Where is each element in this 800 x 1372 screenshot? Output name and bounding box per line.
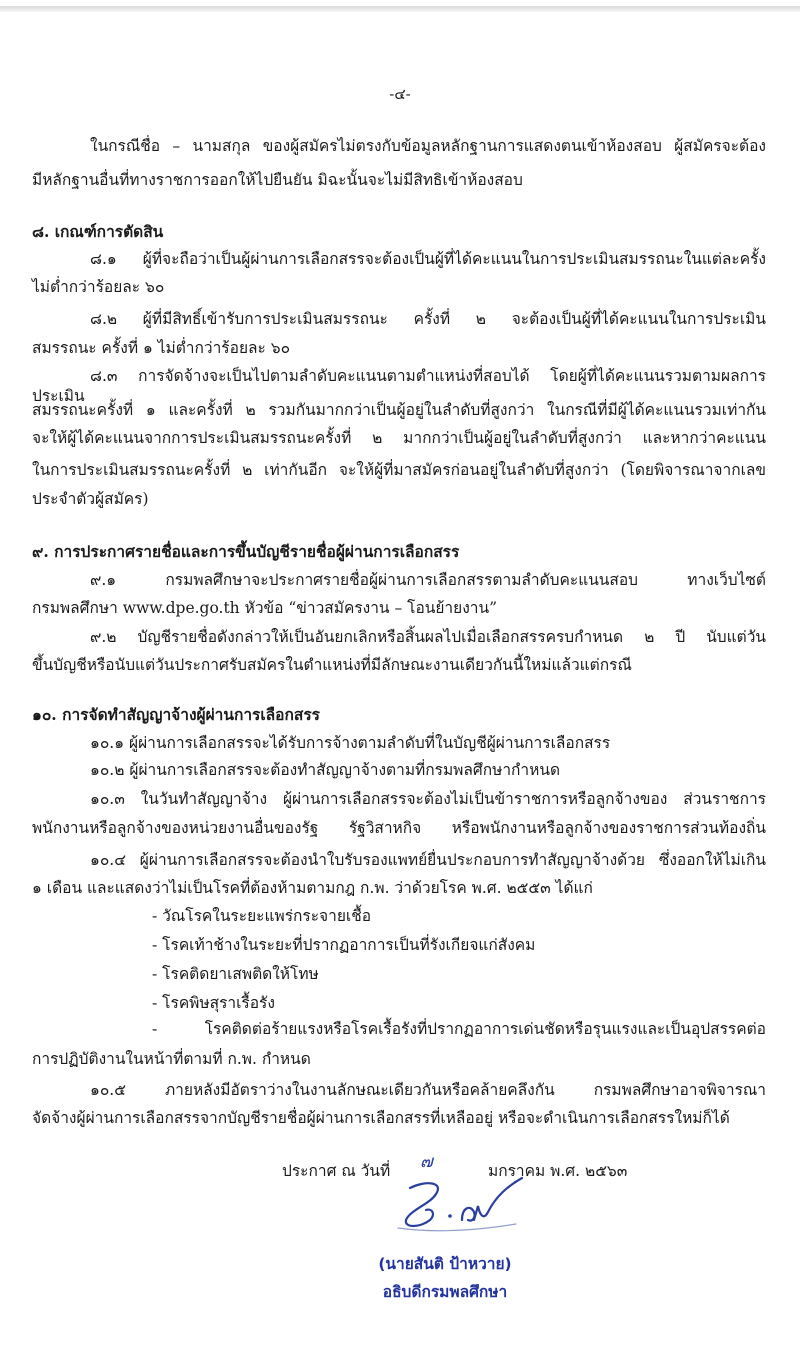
section-8-heading: ๘. เกณฑ์การตัดสิน — [32, 222, 164, 241]
clause-8-1-cont: ไม่ต่ำกว่าร้อยละ ๖๐ — [32, 278, 165, 296]
clause-10-4: ๑๐.๔ ผู้ผ่านการเลือกสรรจะต้องนำใบรับรองแพทย์ยื่นประกอบการทำสัญญาจ้างด้วย ซึ่งออกให้ไม่เกิน — [90, 851, 766, 869]
disease-list-item-cont: การปฏิบัติงานในหน้าที่ตามที่ ก.พ. กำหนด — [32, 1050, 311, 1068]
section-10-heading: ๑๐. การจัดทำสัญญาจ้างผู้ผ่านการเลือกสรร — [32, 705, 320, 724]
scan-edge — [0, 6, 800, 12]
signature-image — [396, 1176, 526, 1236]
disease-list-item: - โรคเท้าช้างในระยะที่ปรากฏอาการเป็นที่รังเกียจแก่สังคม — [152, 936, 536, 954]
intro-line: ในกรณีชื่อ – นามสกุล ของผู้สมัครไม่ตรงกับข้อมูลหลักฐานการแสดงตนเข้าห้องสอบ ผู้สมัครจะต้อง — [90, 137, 766, 155]
disease-list-item: - โรคติดยาเสพติดให้โทษ — [152, 965, 319, 983]
clause-10-5-cont: จัดจ้างผู้ผ่านการเลือกสรรจากบัญชีรายชื่อผู้ผ่านการเลือกสรรที่เหลืออยู่ หรือจะดำเนินการเลือกสรรใหม่ก็ได้ — [32, 1109, 730, 1127]
clause-8-3-cont: ประจำตัวผู้สมัคร) — [32, 490, 149, 508]
announce-day: ๗ — [420, 1152, 433, 1172]
signer-name: (นายสันติ ป้าหวาย) — [378, 1255, 512, 1273]
clause-10-1: ๑๐.๑ ผู้ผ่านการเลือกสรรจะได้รับการจ้างตามลำดับที่ในบัญชีผู้ผ่านการเลือกสรร — [90, 734, 611, 752]
clause-8-3-cont: สมรรถนะครั้งที่ ๑ และครั้งที่ ๒ รวมกันมากกว่าเป็นผู้อยู่ในลำดับที่สูงกว่า ในกรณีที่มีผู้ได้คะแนนรวมเท่ากัน — [32, 401, 766, 419]
clause-10-2: ๑๐.๒ ผู้ผ่านการเลือกสรรจะต้องทำสัญญาจ้างตามที่กรมพลศึกษากำหนด — [90, 761, 561, 779]
clause-8-2: ๘.๒ ผู้ที่มีสิทธิ์เข้ารับการประเมินสมรรถนะ ครั้งที่ ๒ จะต้องเป็นผู้ที่ได้คะแนนในการประเมิน — [90, 310, 766, 328]
clause-8-2-cont: สมรรถนะ ครั้งที่ ๑ ไม่ต่ำกว่าร้อยละ ๖๐ — [32, 339, 291, 357]
clause-8-3-cont: จะให้ผู้ได้คะแนนจากการประเมินสมรรถนะครั้งที่ ๒ มากกว่าเป็นผู้อยู่ในลำดับที่สูงกว่า และหากว่าคะแนน — [32, 429, 766, 447]
clause-8-3: ๘.๓ การจัดจ้างจะเป็นไปตามลำดับคะแนนตามตำแหน่งที่สอบได้ โดยผู้ที่ได้คะแนนรวมตามผลการประเมิน — [32, 367, 766, 405]
intro-line: มีหลักฐานอื่นที่ทางราชการออกให้ไปยืนยัน มิฉะนั้นจะไม่มีสิทธิเข้าห้องสอบ — [32, 171, 523, 189]
signer-title: อธิบดีกรมพลศึกษา — [382, 1283, 508, 1301]
announce-suffix: มกราคม พ.ศ. ๒๕๖๓ — [488, 1162, 628, 1180]
clause-10-4-cont: ๑ เดือน และแสดงว่าไม่เป็นโรคที่ต้องห้ามตามกฎ ก.พ. ว่าด้วยโรค พ.ศ. ๒๕๕๓ ได้แก่ — [32, 879, 593, 897]
clause-8-1: ๘.๑ ผู้ที่จะถือว่าเป็นผู้ผ่านการเลือกสรรจะต้องเป็นผู้ที่ได้คะแนนในการประเมินสมรรถนะในแต่ละครั้ง — [90, 250, 766, 268]
clause-9-2-cont: ขึ้นบัญชีหรือนับแต่วันประกาศรับสมัครในตำแหน่งที่มีลักษณะงานเดียวกันนี้ใหม่แล้วแต่กรณี — [32, 656, 632, 674]
disease-list-item: - โรคติดต่อร้ายแรงหรือโรคเรื้อรังที่ปรากฏอาการเด่นชัดหรือรุนแรงและเป็นอุปสรรคต่อ — [152, 1020, 766, 1038]
disease-list-item: - โรคพิษสุราเรื้อรัง — [152, 994, 275, 1012]
clause-10-3-cont: พนักงานหรือลูกจ้างของหน่วยงานอื่นของรัฐ รัฐวิสาหกิจ หรือพนักงานหรือลูกจ้างของราชการส่วนท้องถิ่น — [32, 819, 766, 837]
section-9-heading: ๙. การประกาศรายชื่อและการขึ้นบัญชีรายชื่อผู้ผ่านการเลือกสรร — [32, 542, 460, 561]
disease-list-item: - วัณโรคในระยะแพร่กระจายเชื้อ — [152, 907, 372, 925]
clause-9-1-cont: กรมพลศึกษา www.dpe.go.th หัวข้อ “ข่าวสมัครงาน – โอนย้ายงาน” — [32, 599, 498, 617]
page-number: -๔- — [389, 85, 411, 103]
clause-8-3-cont: ในการประเมินสมรรถนะครั้งที่ ๒ เท่ากันอีก จะให้ผู้ที่มาสมัครก่อนอยู่ในลำดับที่สูงกว่า (โดยพิจารณาจากเลข — [32, 461, 766, 479]
clause-10-3: ๑๐.๓ ในวันทำสัญญาจ้าง ผู้ผ่านการเลือกสรรจะต้องไม่เป็นข้าราชการหรือลูกจ้างของ ส่วนราชการ — [90, 790, 766, 808]
announce-prefix: ประกาศ ณ วันที่ — [282, 1162, 391, 1180]
clause-10-5: ๑๐.๕ ภายหลังมีอัตราว่างในงานลักษณะเดียวกันหรือคล้ายคลึงกัน กรมพลศึกษาอาจพิจารณา — [90, 1081, 766, 1099]
clause-9-2: ๙.๒ บัญชีรายชื่อดังกล่าวให้เป็นอันยกเลิกหรือสิ้นผลไปเมื่อเลือกสรรครบกำหนด ๒ ปี นับแต่วัน — [90, 628, 766, 646]
clause-9-1: ๙.๑ กรมพลศึกษาจะประกาศรายชื่อผู้ผ่านการเลือกสรรตามลำดับคะแนนสอบ ทางเว็บไซต์ — [90, 571, 766, 589]
